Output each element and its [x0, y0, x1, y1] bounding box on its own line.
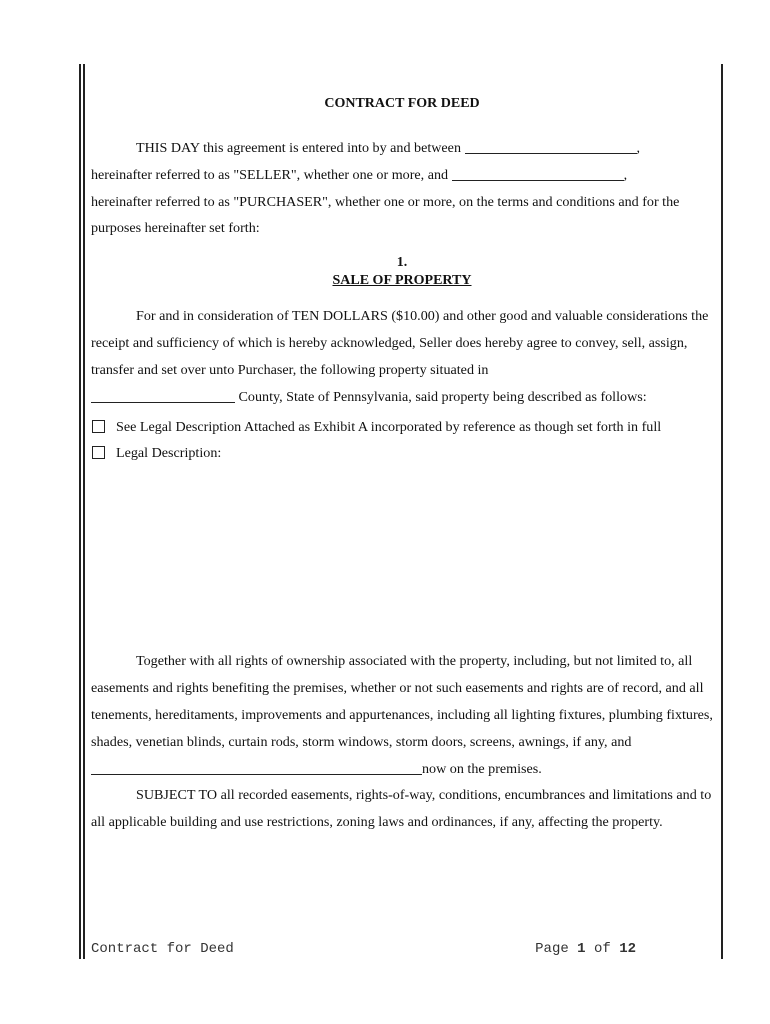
intro-text-1: THIS DAY this agreement is entered into by and between: [136, 140, 465, 156]
footer-page-word: Page: [535, 941, 569, 957]
footer-of-word: of: [593, 941, 611, 957]
rights-paragraph: [91, 648, 713, 782]
footer-page-number: [535, 941, 636, 957]
additional-items-blank[interactable]: [91, 760, 422, 775]
rights-text: Together with all rights of ownership associated with the property, including, but not limited to, all easements and rights benefiting the premises, whether or not such easements and rights are of record, and all tenements, hereditaments, improvements and appurtenances, including all lighting fixtures, plumbing fixtures, shades, venetian blinds, curtain rods, storm windows, storm doors, screens, awnings, if any, and: [91, 653, 713, 750]
section-number: 1.: [396, 255, 408, 271]
footer-document-name: Contract for Deed: [91, 941, 234, 957]
exhibit-a-checkbox[interactable]: [92, 420, 105, 433]
rights-tail: now on the premises.: [422, 760, 542, 777]
seller-name-blank[interactable]: [465, 139, 637, 154]
section-heading: [91, 272, 713, 290]
right-border-rule: [721, 64, 723, 959]
legal-description-label: Legal Description:: [116, 445, 222, 462]
legal-description-option[interactable]: [91, 445, 713, 462]
section-heading-text: SALE OF PROPERTY: [332, 273, 472, 289]
consideration-text: For and in consideration of TEN DOLLARS ($10.00) and other good and valuable considerations the receipt and sufficiency of which is hereby acknowledged, Seller does hereby agree to convey, sell, assign, transfer and set over unto Purchaser, the following property situated in: [91, 308, 709, 378]
document-title: CONTRACT FOR DEED: [324, 96, 480, 111]
legal-description-space[interactable]: [91, 462, 713, 648]
exhibit-a-option[interactable]: [91, 419, 713, 436]
consideration-tail: County, State of Pennsylvania, said property being described as follows:: [235, 388, 647, 405]
exhibit-a-label: See Legal Description Attached as Exhibit A incorporated by reference as though set forth in full: [116, 419, 662, 436]
footer-total-pages: 12: [619, 941, 636, 957]
intro-paragraph-3: hereinafter referred to as "PURCHASER", whether one or more, on the terms and conditions and for the purposes hereinafter set forth:: [91, 193, 680, 237]
legal-description-checkbox[interactable]: [92, 446, 105, 459]
county-blank[interactable]: [91, 388, 235, 403]
left-border-rule-inner: [83, 64, 85, 959]
document-body: [91, 94, 713, 836]
footer-current-page: 1: [577, 941, 586, 957]
intro-line-2: [91, 162, 713, 189]
intro-text-2: hereinafter referred to as "SELLER", whether one or more, and: [91, 166, 452, 183]
intro-comma-1: ,: [636, 140, 641, 156]
intro-line-1: [91, 135, 713, 162]
intro-comma-2: ,: [623, 166, 628, 183]
consideration-paragraph: [91, 303, 713, 410]
purchaser-name-blank[interactable]: [452, 166, 624, 181]
subject-to-paragraph: SUBJECT TO all recorded easements, rights-of-way, conditions, encumbrances and limitations and to all applicable building and use restrictions, zoning laws and ordinances, if any, affecting the property.: [91, 787, 712, 831]
left-border-rule-outer: [79, 64, 81, 959]
